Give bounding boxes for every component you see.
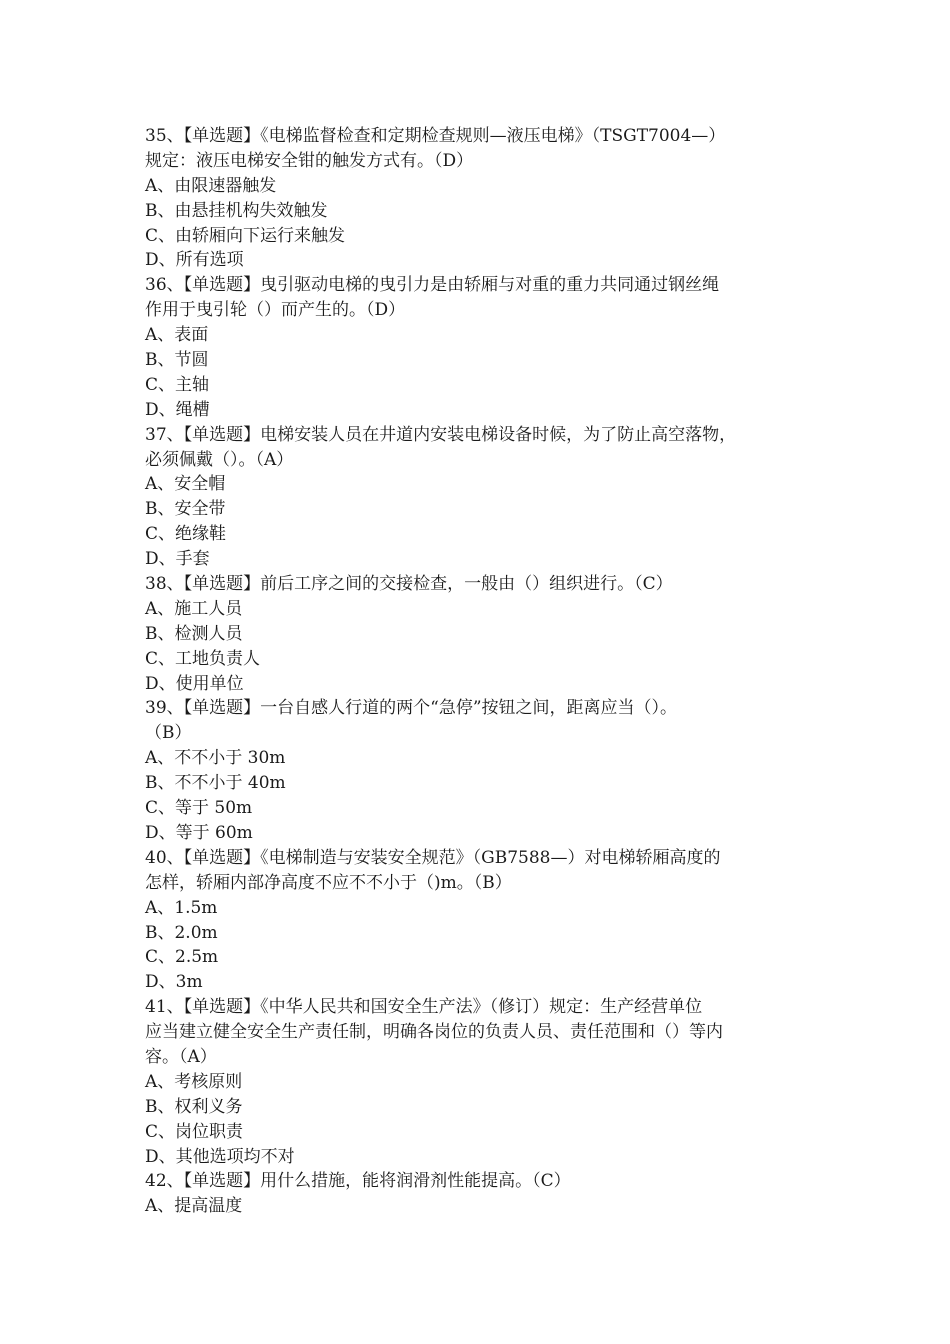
- answer-option: D、等于 60m: [145, 822, 253, 843]
- question-text-line: 39、【单选题】一台自感人行道的两个“急停”按钮之间，距离应当（）。: [145, 698, 678, 719]
- answer-option: B、权利义务: [145, 1096, 243, 1117]
- answer-option: D、手套: [145, 549, 210, 570]
- answer-option: A、安全帽: [145, 474, 226, 495]
- answer-option: D、绳槽: [145, 399, 210, 420]
- answer-option: D、其他选项均不对: [145, 1146, 295, 1167]
- answer-option: A、考核原则: [145, 1071, 243, 1092]
- question-text-line: （B）: [145, 723, 192, 744]
- question-block: [145, 995, 815, 1169]
- answer-option: D、所有选项: [145, 250, 244, 271]
- answer-option: A、由限速器触发: [145, 175, 277, 196]
- answer-option: C、等于 50m: [145, 798, 253, 819]
- question-text-line: 41、【单选题】《中华人民共和国安全生产法》（修订）规定：生产经营单位: [145, 997, 703, 1018]
- question-text-line: 36、【单选题】曳引驱动电梯的曳引力是由轿厢与对重的重力共同通过钢丝绳: [145, 275, 720, 296]
- answer-option: A、1.5m: [145, 897, 218, 918]
- question-block: [145, 423, 815, 572]
- answer-option: A、施工人员: [145, 598, 243, 619]
- answer-option: C、由轿厢向下运行来触发: [145, 225, 346, 246]
- question-text-line: 40、【单选题】《电梯制造与安装安全规范》（GB7588—）对电梯轿厢高度的: [145, 847, 721, 868]
- question-text-line: 必须佩戴（）。（A）: [145, 449, 294, 470]
- question-block: [145, 124, 815, 273]
- question-list: [145, 124, 815, 1219]
- answer-option: C、工地负责人: [145, 648, 261, 669]
- answer-option: D、3m: [145, 972, 203, 993]
- question-block: [145, 572, 815, 696]
- question-text-line: 35、【单选题】《电梯监督检查和定期检查规则—液压电梯》（TSGT7004—）: [145, 126, 726, 146]
- answer-option: B、2.0m: [145, 922, 218, 943]
- answer-option: C、岗位职责: [145, 1121, 244, 1142]
- answer-option: A、不不小于 30m: [145, 748, 286, 769]
- answer-option: C、绝缘鞋: [145, 524, 227, 545]
- question-block: [145, 273, 815, 422]
- question-text-line: 42、【单选题】用什么措施，能将润滑剂性能提高。（C）: [145, 1171, 571, 1192]
- answer-option: A、提高温度: [145, 1196, 243, 1217]
- answer-option: C、主轴: [145, 374, 210, 395]
- answer-option: C、2.5m: [145, 947, 219, 968]
- question-text-line: 容。（A）: [145, 1046, 217, 1067]
- question-block: [145, 696, 815, 845]
- question-text-line: 作用于曳引轮（）而产生的。（D）: [145, 300, 406, 321]
- question-block: [145, 1169, 815, 1219]
- answer-option: B、由悬挂机构失效触发: [145, 200, 328, 221]
- question-text-line: 应当建立健全安全生产责任制，明确各岗位的负责人员、责任范围和（）等内: [145, 1022, 723, 1043]
- answer-option: A、表面: [145, 325, 209, 346]
- answer-option: B、安全带: [145, 499, 226, 520]
- answer-option: D、使用单位: [145, 673, 244, 694]
- answer-option: B、节圆: [145, 350, 209, 371]
- question-block: [145, 846, 815, 995]
- question-text-line: 规定：液压电梯安全钳的触发方式有。（D）: [145, 150, 474, 171]
- answer-option: B、不不小于 40m: [145, 773, 286, 794]
- question-text-line: 38、【单选题】前后工序之间的交接检查，一般由（）组织进行。（C）: [145, 574, 673, 595]
- question-text-line: 37、【单选题】电梯安装人员在井道内安装电梯设备时候，为了防止高空落物，: [145, 424, 737, 445]
- answer-option: B、检测人员: [145, 623, 243, 644]
- question-text-line: 怎样，轿厢内部净高度不应不不小于（)m。（B）: [145, 872, 512, 893]
